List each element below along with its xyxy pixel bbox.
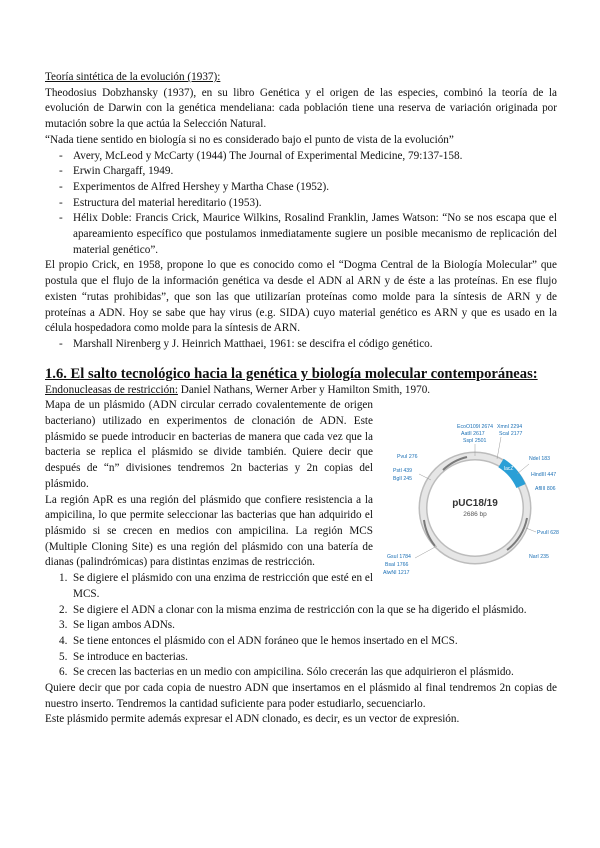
step-number: 2. xyxy=(59,603,68,616)
plasmid-map-figure xyxy=(379,408,567,598)
site-label: GsuI 1784 xyxy=(387,554,411,561)
section2-para2: La región ApR es una región del plásmido que confiere resistencia a la ampicilina, lo que permite seleccionar las bacterias que han adquirido el plásmido si se crecen en medios con ampicilina. La región MCS (Multiple Cloning Site) es una región del plásmido con una batería de dianas (palindrómicas) para distintas enzimas de restricción. xyxy=(45,493,373,569)
list-item: - Estructura del material hereditario (1953). xyxy=(45,196,557,212)
section1-heading-text: Teoría sintética de la evolución (1937): xyxy=(45,71,221,83)
endonucleases-names: Daniel Nathans, Werner Arber y Hamilton Smith, 1970. xyxy=(177,383,431,396)
list-item: - Erwin Chargaff, 1949. xyxy=(45,164,557,180)
site-label: AlwNI 1217 xyxy=(383,570,410,577)
list-item xyxy=(45,665,557,681)
site-tick xyxy=(526,528,536,532)
step-number: 1. xyxy=(59,572,68,585)
site-label: NarI 235 xyxy=(529,554,549,561)
list-item xyxy=(45,603,557,619)
site-label: BsaI 1766 xyxy=(385,562,409,569)
list-item xyxy=(45,650,557,666)
plasmid-size: 2686 bp xyxy=(463,511,487,519)
step-number: 6. xyxy=(59,666,68,679)
list-item: - Marshall Nirenberg y J. Heinrich Matthaei, 1961: se descifra el código genético. xyxy=(45,337,557,353)
step-number: 3. xyxy=(59,619,68,632)
endonucleases-label: Endonucleasas de restricción: xyxy=(45,383,178,396)
section2-title: 1.6. El salto tecnológico hacia la genética y biología molecular contemporáneas: xyxy=(45,365,538,382)
site-label: PvuII 628 xyxy=(537,530,559,537)
step-text: Se tiene entonces el plásmido con el ADN foráneo que le hemos insertado en el MCS. xyxy=(73,634,458,647)
list-item xyxy=(45,634,557,650)
section1-heading xyxy=(45,70,557,86)
step-number: 4. xyxy=(59,634,68,647)
cloning-steps xyxy=(45,571,557,681)
site-label: BglI 245 xyxy=(393,476,413,483)
mcs-label: lacZ xyxy=(504,466,514,473)
site-label: ScaI 2177 xyxy=(499,431,523,438)
list-item xyxy=(45,571,557,602)
step-text: Se crecen las bacterias en un medio con ampicilina. Sólo crecerán las que adquirieron el plásmido. xyxy=(73,666,514,679)
endonucleases-line xyxy=(45,383,557,399)
plasmid-name: pUC18/19 xyxy=(452,498,498,510)
site-label: HindIII 447 xyxy=(531,472,557,479)
step-number: 5. xyxy=(59,650,68,663)
section1-para2: El propio Crick, en 1958, propone lo que es conocido como el “Dogma Central de la Biología Molecular” que postula que el flujo de la información genética va desde el ADN al ARN y de éste a las proteínas. En ese flujo existen “rutas prohibidas”, que son las que utilizarían proteínas como molde para la síntesis de ARN y de proteínas a ADN. Hoy se sabe que hay virus (e.g. SIDA) cuyo material genético es ARN y que es usado en la célula hospedadora como molde para la síntesis de ARN. xyxy=(45,259,557,335)
site-label: PvuI 276 xyxy=(397,454,418,461)
site-tick xyxy=(517,464,529,474)
site-label: AflIII 806 xyxy=(535,486,556,493)
section2-para3: Quiere decir que por cada copia de nuestro ADN que insertamos en el plásmido al final tendremos 2n copias de nuestro inserto. Tendremos la cantidad suficiente para poder estudiarlo, secuenciarlo. xyxy=(45,682,557,710)
site-tick xyxy=(415,546,437,558)
history-list xyxy=(45,149,557,259)
site-label: AatII 2617 xyxy=(461,431,485,438)
site-label: XmnI 2294 xyxy=(497,424,523,431)
document-page xyxy=(45,70,557,728)
history-list-2 xyxy=(45,337,557,353)
step-text: Se digiere el ADN a clonar con la misma enzima de restricción con la que se ha digerido el plásmido. xyxy=(73,603,527,616)
section1-quote: “Nada tiene sentido en biología si no es considerado bajo el punto de vista de la evolución” xyxy=(45,133,454,146)
step-text: Se digiere el plásmido con una enzima de restricción que esté en el MCS. xyxy=(73,572,373,600)
section2-para4: Este plásmido permite además expresar el ADN clonado, es decir, es un vector de expresión. xyxy=(45,713,460,726)
step-text: Se introduce en bacterias. xyxy=(73,650,188,663)
list-item: - Experimentos de Alfred Hershey y Martha Chase (1952). xyxy=(45,180,557,196)
section2-para1: Mapa de un plásmido (ADN circular cerrado covalentemente de origen bacteriano) utilizado en experimentos de clonación de ADN. Este plásmido se puede introducir en bacterias de manera que cada vez que la bacteria se replica el plásmido se divide también. Quiere decir que después de “n” divisiones tendremos 2n bacterias y 2n copias del plásmido. xyxy=(45,399,373,490)
site-tick xyxy=(497,437,501,459)
plasmid-section xyxy=(45,398,559,577)
list-item xyxy=(45,618,557,634)
list-item: - Avery, McLeod y McCarty (1944) The Journal of Experimental Medicine, 79:137-158. xyxy=(45,149,557,165)
section1-para1: Theodosius Dobzhansky (1937), en su libro Genética y el origen de las especies, combinó la teoría de la evolución de Darwin con la genética mendeliana: cada población tiene una reserva de variación originada por mutación sobre la que actúa la Selección Natural. xyxy=(45,86,557,131)
site-label: EcoO109I 2674 xyxy=(457,424,494,431)
step-text: Se ligan ambos ADNs. xyxy=(73,619,175,632)
list-item: - Hélix Doble: Francis Crick, Maurice Wilkins, Rosalind Franklin, James Watson: “No se nos escapa que el apareamiento específico que postulamos inmediatamente sugiere un posible mecanismo de replicación del material genético”. xyxy=(45,211,557,258)
site-label: PstI 439 xyxy=(393,468,413,475)
site-label: SspI 2501 xyxy=(463,438,487,445)
site-label: NdeI 183 xyxy=(529,456,551,463)
